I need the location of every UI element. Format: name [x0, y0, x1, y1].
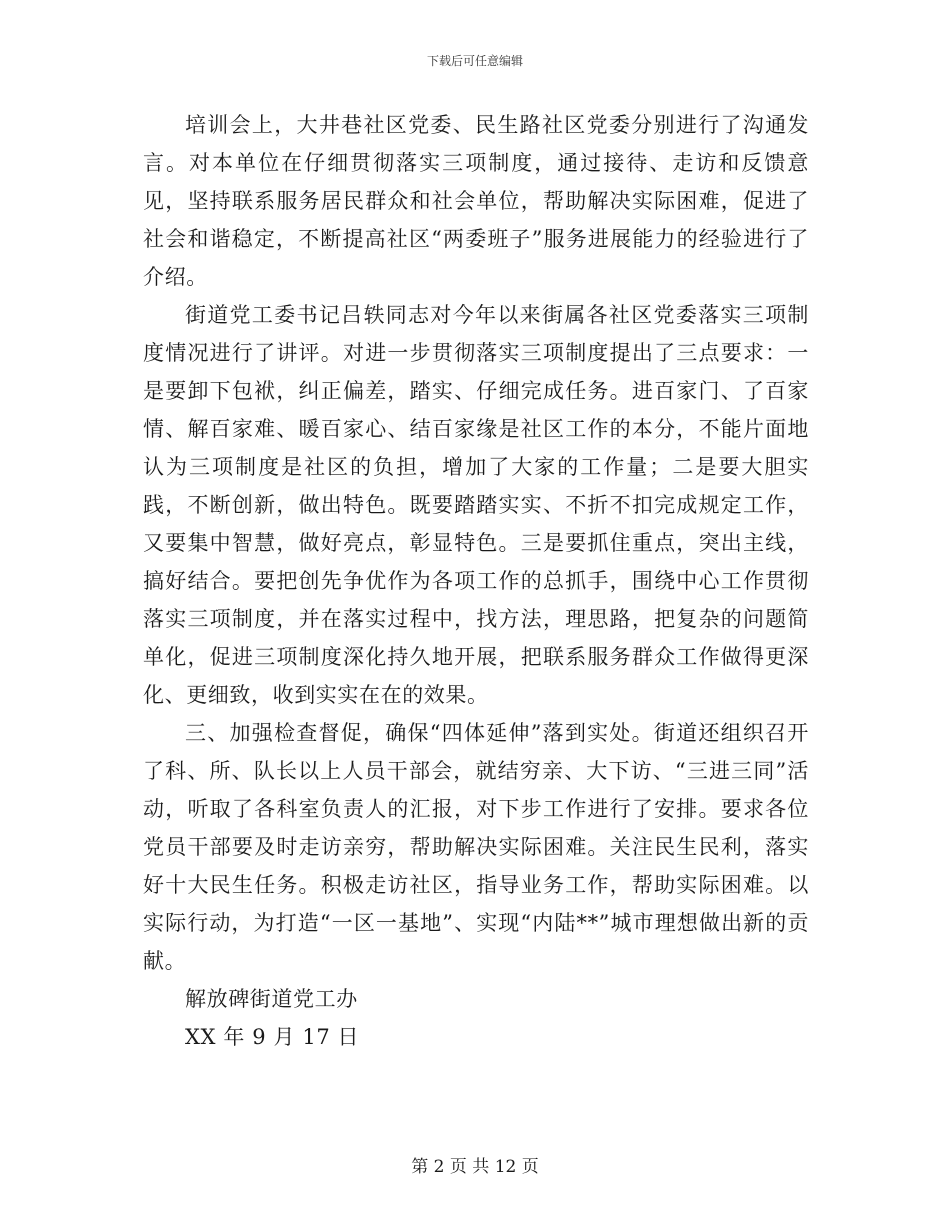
signature-office: 解放碑街道党工办: [185, 987, 358, 1011]
page-header-note: 下载后可任意编辑: [426, 54, 523, 68]
paragraph-inspection-supervision: 三、加强检查督促，确保“四体延伸”落到实处。街道还组织召开了科、所、队长以上人员干部会，就结穷亲、大下访、“三进三同”活动，听取了各科室负责人的汇报，对下步工作进行了安排。要求各位党员干部要及时走访亲穷，帮助解决实际困难。关注民生民利，落实好十大民生任务。积极走访社区，指导业务工作，帮助实际困难。以实际行动，为打造“一区一基地”、实现“内陆**”城市理想做出新的贡献。: [143, 721, 809, 973]
document-date: XX 年 9 月 17 日: [185, 1025, 360, 1049]
paragraph-secretary-review: 街道党工委书记吕轶同志对今年以来街属各社区党委落实三项制度情况进行了讲评。对进一步贯彻落实三项制度提出了三点要求：一是要卸下包袱，纠正偏差，踏实、仔细完成任务。进百家门、了百家情、解百家难、暖百家心、结百家缘是社区工作的本分，不能片面地认为三项制度是社区的负担，增加了大家的工作量；二是要大胆实践，不断创新，做出特色。既要踏踏实实、不折不扣完成规定工作，又要集中智慧，做好亮点，彰显特色。三是要抓住重点，突出主线，搞好结合。要把创先争优作为各项工作的总抓手，围绕中心工作贯彻落实三项制度，并在落实过程中，找方法，理思路，把复杂的问题简单化，促进三项制度深化持久地开展，把联系服务群众工作做得更深化、更细致，收到实实在在的效果。: [143, 303, 809, 707]
paragraph-training-meeting: 培训会上，大井巷社区党委、民生路社区党委分别进行了沟通发言。对本单位在仔细贯彻落实三项制度，通过接待、走访和反馈意见，坚持联系服务居民群众和社会单位，帮助解决实际困难，促进了社会和谐稳定，不断提高社区“两委班子”服务进展能力的经验进行了介绍。: [143, 113, 809, 289]
page-number-footer: 第 2 页 共 12 页: [411, 1157, 539, 1177]
document-body: [143, 106, 809, 1056]
